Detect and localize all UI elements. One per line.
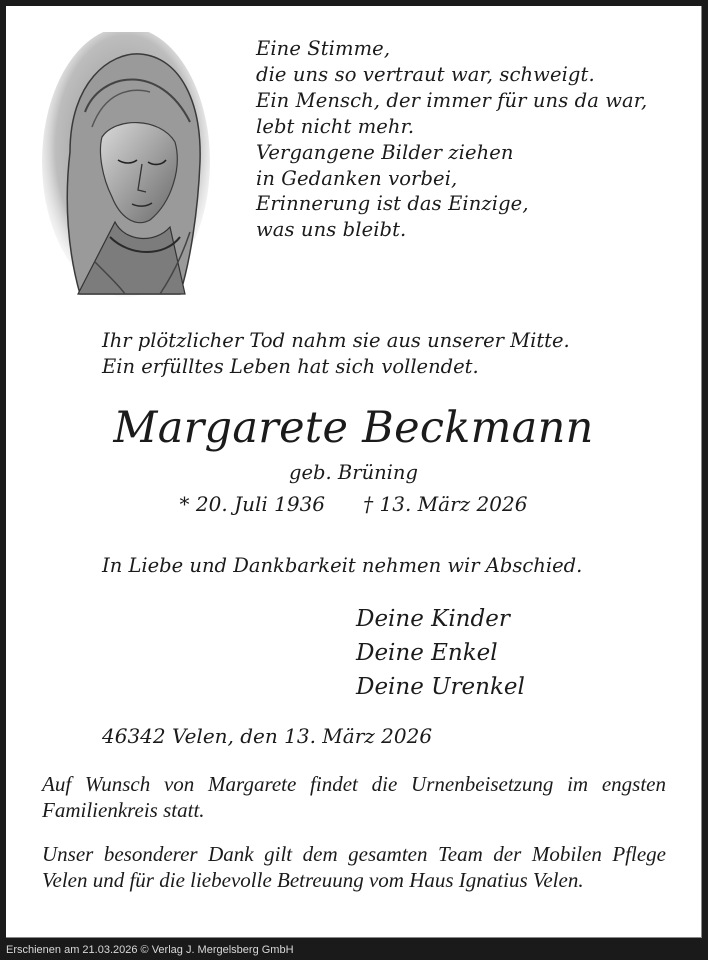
signer: Deine Urenkel [356,674,525,700]
maiden-name: geb. Brüning [289,461,418,484]
poem-line: Vergangene Bilder ziehen [256,140,514,164]
poem-line: die uns so vertraut war, schweigt. [256,62,595,86]
madonna-portrait-icon [40,32,212,304]
signer: Deine Kinder [356,606,510,632]
poem-line: Ein Mensch, der immer für uns da war, [256,88,648,112]
intro-text [102,328,570,380]
poem-line: in Gedanken vorbei, [256,166,458,190]
burial-note: Auf Wunsch von Margarete findet die Urnenbeisetzung im engsten Familienkreis statt. [42,772,666,822]
poem-line: was uns bleibt. [256,218,407,242]
poem-line: Erinnerung ist das Einzige, [256,192,529,216]
poem [256,36,647,243]
intro-line: Ein erfülltes Leben hat sich vollendet. [102,355,479,378]
signers [356,602,525,704]
poem-line: Eine Stimme, [256,37,391,60]
thanks-note: Unser besonderer Dank gilt dem gesamten Team der Mobilen Pflege Velen und für die liebevolle Betreuung vom Haus Ignatius Velen. [42,842,666,892]
intro-line: Ihr plötzlicher Tod nahm sie aus unserer Mitte. [102,329,570,352]
place-date: 46342 Velen, den 13. März 2026 [102,724,433,748]
obituary-card [6,6,702,938]
life-dates: * 20. Juli 1936 † 13. März 2026 [179,492,528,516]
poem-line: lebt nicht mehr. [256,114,415,138]
publication-footer: Erschienen am 21.03.2026 © Verlag J. Mergelsberg GmbH [6,944,294,956]
deceased-name: Margarete Beckmann [113,403,594,453]
farewell-text: In Liebe und Dankbarkeit nehmen wir Abschied. [102,554,583,577]
signer: Deine Enkel [356,640,498,666]
